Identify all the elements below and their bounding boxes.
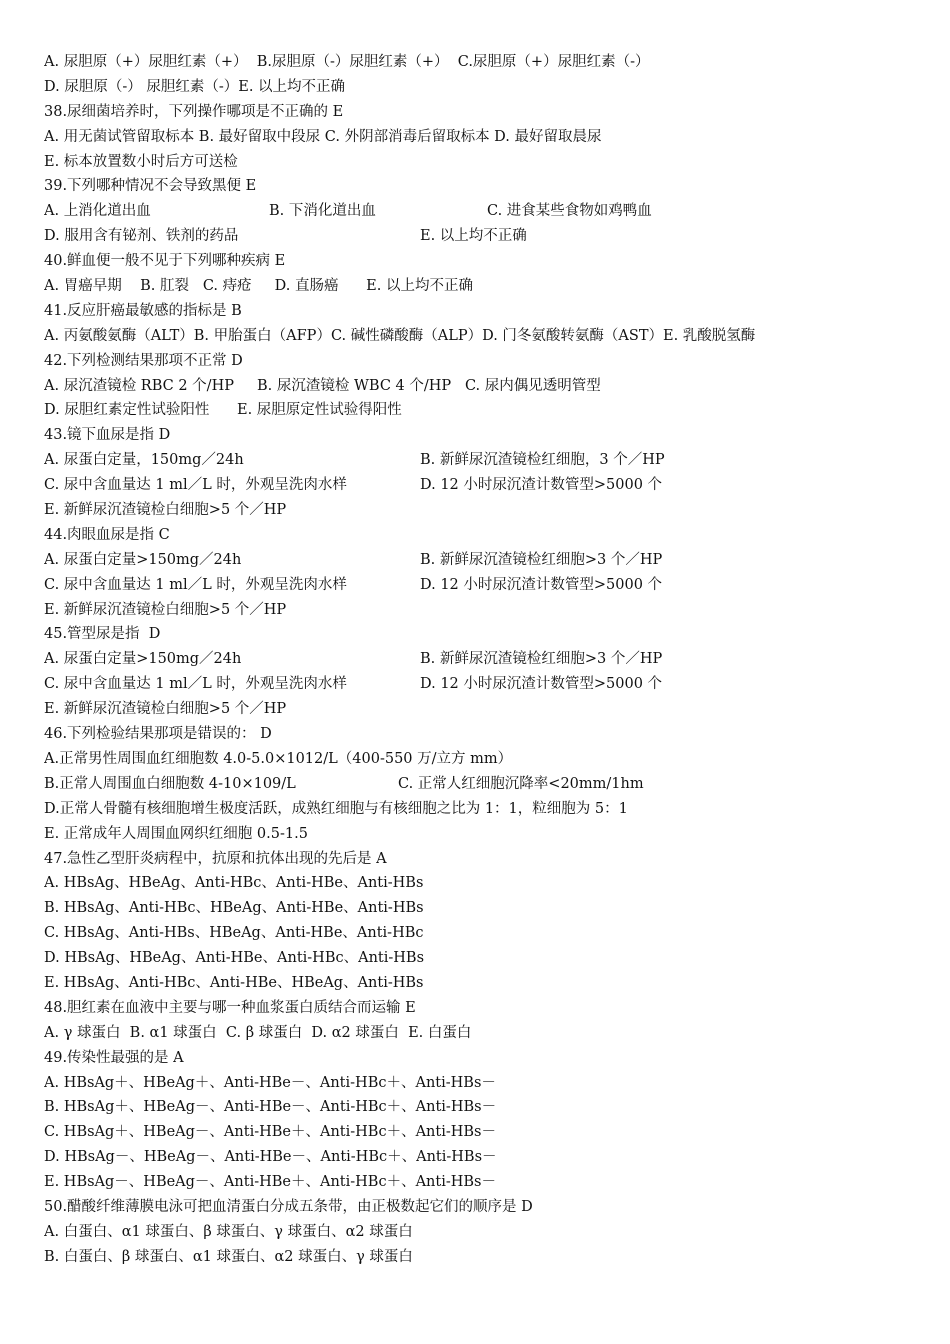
text-line xyxy=(44,498,924,523)
text-segment: D. 尿胆原（-） 尿胆红素（-）E. 以上均不正确 xyxy=(44,78,346,95)
text-line xyxy=(44,150,924,175)
text-segment: 49.传染性最强的是 A xyxy=(44,1049,184,1066)
text-segment: A. 白蛋白、α1 球蛋白、β 球蛋白、γ 球蛋白、α2 球蛋白 xyxy=(44,1223,413,1240)
text-line xyxy=(44,274,924,299)
text-line xyxy=(44,822,924,847)
text-line xyxy=(44,598,924,623)
text-line xyxy=(44,871,924,896)
text-line xyxy=(44,423,924,448)
text-line xyxy=(44,1120,924,1145)
text-segment: 47.急性乙型肝炎病程中，抗原和抗体出现的先后是 A xyxy=(44,850,387,867)
text-segment: C. 尿中含血量达 1 ml／L 时，外观呈洗肉水样 xyxy=(44,477,347,494)
text-segment: E. HBsAg、Anti-HBc、Anti-HBe、HBeAg、Anti-HBs xyxy=(44,974,424,991)
text-segment: A. 尿蛋白定量>150mg／24h xyxy=(44,651,242,668)
text-segment: D. 12 小时尿沉渣计数管型>5000 个 xyxy=(420,576,663,593)
text-segment: B. 白蛋白、β 球蛋白、α1 球蛋白、α2 球蛋白、γ 球蛋白 xyxy=(44,1248,413,1265)
text-line xyxy=(44,548,924,573)
document-page xyxy=(44,50,924,1270)
text-segment: A. 尿胆原（+）尿胆红素（+） B.尿胆原（-）尿胆红素（+） C.尿胆原（+）尿胆红素（-） xyxy=(44,54,650,70)
text-segment: A. 丙氨酸氨酶（ALT）B. 甲胎蛋白（AFP）C. 碱性磷酸酶（ALP）D. 门冬氨酸转氨酶（AST）E. 乳酸脱氢酶 xyxy=(44,327,756,344)
text-segment: 46.下列检验结果那项是错误的： D xyxy=(44,726,272,743)
text-segment: E. 正常成年人周围血网织红细胞 0.5-1.5 xyxy=(44,825,308,842)
text-line xyxy=(44,747,924,772)
text-segment: B.正常人周围血白细胞数 4-10×109/L xyxy=(44,775,296,792)
text-segment: E. 新鲜尿沉渣镜检白细胞>5 个／HP xyxy=(44,701,287,718)
text-segment: D. 12 小时尿沉渣计数管型>5000 个 xyxy=(420,477,663,494)
text-segment: 45.管型尿是指 D xyxy=(44,626,161,643)
text-segment: D. 服用含有铋剂、铁剂的药品 xyxy=(44,228,239,245)
text-segment: B. 新鲜尿沉渣镜检红细胞，3 个／HP xyxy=(420,452,665,469)
text-segment: A. HBsAg、HBeAg、Anti-HBc、Anti-HBe、Anti-HBs xyxy=(44,875,424,892)
text-line xyxy=(44,573,924,598)
text-segment: A. 尿沉渣镜检 RBC 2 个/HP B. 尿沉渣镜检 WBC 4 个/HP C. 尿内偶见透明管型 xyxy=(44,377,601,394)
text-line xyxy=(44,473,924,498)
text-segment: 50.醋酸纤维薄膜电泳可把血清蛋白分成五条带，由正极数起它们的顺序是 D xyxy=(44,1198,533,1215)
text-line xyxy=(44,125,924,150)
text-line xyxy=(44,224,924,249)
text-line xyxy=(44,1195,924,1220)
text-segment: E. 标本放置数小时后方可送检 xyxy=(44,153,238,170)
text-line xyxy=(44,647,924,672)
text-segment: D.正常人骨髓有核细胞增生极度活跃，成熟红细胞与有核细胞之比为 1：1，粒细胞为 5：1 xyxy=(44,800,628,817)
text-segment: C. HBsAg＋、HBeAg－、Anti-HBe＋、Anti-HBc＋、Anti-HBs－ xyxy=(44,1124,496,1141)
text-line xyxy=(44,622,924,647)
text-line xyxy=(44,1170,924,1195)
text-line xyxy=(44,398,924,423)
text-segment: A. γ 球蛋白 B. α1 球蛋白 C. β 球蛋白 D. α2 球蛋白 E. 白蛋白 xyxy=(44,1024,472,1041)
text-line xyxy=(44,1095,924,1120)
text-segment: B. HBsAg＋、HBeAg－、Anti-HBe－、Anti-HBc＋、Anti-HBs－ xyxy=(44,1099,497,1116)
text-line xyxy=(44,75,924,100)
text-line xyxy=(44,349,924,374)
text-segment: C. 尿中含血量达 1 ml／L 时，外观呈洗肉水样 xyxy=(44,576,347,593)
text-line xyxy=(44,921,924,946)
text-line xyxy=(44,374,924,399)
text-segment: 38.尿细菌培养时，下列操作哪项是不正确的 E xyxy=(44,103,344,120)
text-line xyxy=(44,50,924,75)
text-segment: B. 新鲜尿沉渣镜检红细胞>3 个／HP xyxy=(420,551,663,568)
text-segment: A. HBsAg＋、HBeAg＋、Anti-HBe－、Anti-HBc＋、Anti-HBs－ xyxy=(44,1074,496,1091)
text-segment: B. 新鲜尿沉渣镜检红细胞>3 个／HP xyxy=(420,651,663,668)
text-segment: A. 胃癌早期 B. 肛裂 C. 痔疮 D. 直肠癌 E. 以上均不正确 xyxy=(44,278,473,295)
text-line xyxy=(44,946,924,971)
text-line xyxy=(44,448,924,473)
text-line xyxy=(44,324,924,349)
text-segment: C. 进食某些食物如鸡鸭血 xyxy=(487,203,652,220)
text-segment: D. HBsAg－、HBeAg－、Anti-HBe－、Anti-HBc＋、Anti-HBs－ xyxy=(44,1149,497,1166)
text-segment: E. 新鲜尿沉渣镜检白细胞>5 个／HP xyxy=(44,502,287,519)
text-segment: 41.反应肝癌最敏感的指标是 B xyxy=(44,302,242,319)
text-segment: B. HBsAg、Anti-HBc、HBeAg、Anti-HBe、Anti-HBs xyxy=(44,900,424,917)
text-segment: 40.鲜血便一般不见于下列哪种疾病 E xyxy=(44,253,286,270)
text-line xyxy=(44,672,924,697)
text-line xyxy=(44,772,924,797)
text-segment: E. 以上均不正确 xyxy=(420,228,527,245)
text-line xyxy=(44,971,924,996)
text-line xyxy=(44,697,924,722)
text-segment: B. 下消化道出血 xyxy=(269,203,376,220)
text-line xyxy=(44,174,924,199)
text-line xyxy=(44,1071,924,1096)
text-segment: D. 尿胆红素定性试验阳性 E. 尿胆原定性试验得阳性 xyxy=(44,402,402,419)
text-segment: C. 正常人红细胞沉降率<20mm/1hm xyxy=(398,775,644,792)
text-segment: C. 尿中含血量达 1 ml／L 时，外观呈洗肉水样 xyxy=(44,676,347,693)
text-segment: A.正常男性周围血红细胞数 4.0-5.0×1012/L（400-550 万/立方 mm） xyxy=(44,750,513,767)
text-segment: E. 新鲜尿沉渣镜检白细胞>5 个／HP xyxy=(44,601,287,618)
text-line xyxy=(44,1145,924,1170)
text-segment: A. 用无菌试管留取标本 B. 最好留取中段尿 C. 外阴部消毒后留取标本 D. 最好留取晨尿 xyxy=(44,128,602,145)
text-segment: A. 尿蛋白定量，150mg／24h xyxy=(44,452,244,469)
text-segment: C. HBsAg、Anti-HBs、HBeAg、Anti-HBe、Anti-HBc xyxy=(44,925,424,942)
text-segment: 39.下列哪种情况不会导致黑便 E xyxy=(44,178,257,195)
text-segment: D. 12 小时尿沉渣计数管型>5000 个 xyxy=(420,676,663,693)
text-line xyxy=(44,523,924,548)
text-segment: A. 尿蛋白定量>150mg／24h xyxy=(44,551,242,568)
text-line xyxy=(44,199,924,224)
text-segment: A. 上消化道出血 xyxy=(44,203,151,220)
text-segment: 42.下列检测结果那项不正常 D xyxy=(44,352,243,369)
text-line xyxy=(44,1245,924,1270)
text-segment: 43.镜下血尿是指 D xyxy=(44,427,171,444)
text-line xyxy=(44,100,924,125)
text-line xyxy=(44,1046,924,1071)
text-line xyxy=(44,996,924,1021)
text-segment: 48.胆红素在血液中主要与哪一种血浆蛋白质结合而运输 E xyxy=(44,999,416,1016)
text-line xyxy=(44,847,924,872)
text-line xyxy=(44,1021,924,1046)
text-segment: 44.肉眼血尿是指 C xyxy=(44,526,170,543)
text-line xyxy=(44,1220,924,1245)
text-line xyxy=(44,249,924,274)
text-line xyxy=(44,896,924,921)
text-line xyxy=(44,722,924,747)
text-segment: D. HBsAg、HBeAg、Anti-HBe、Anti-HBc、Anti-HBs xyxy=(44,950,425,967)
text-segment: E. HBsAg－、HBeAg－、Anti-HBe＋、Anti-HBc＋、Anti-HBs－ xyxy=(44,1174,496,1191)
text-line xyxy=(44,299,924,324)
text-line xyxy=(44,797,924,822)
